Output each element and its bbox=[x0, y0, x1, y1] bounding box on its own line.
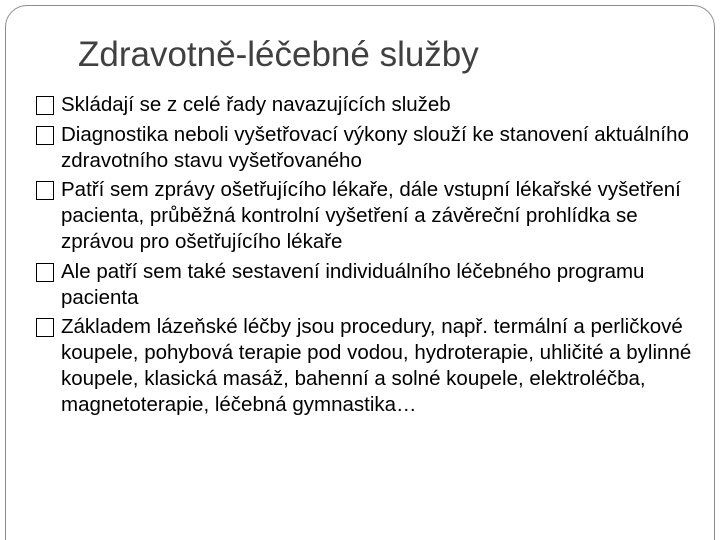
bullet-text: Základem lázeňské léčby jsou procedury, např. termální a perličkové koupele, pohybová terapie pod vodou, hydroterapie, uhličité a bylinné koupele, klasická masáž, bahenní a solné koupele, elektroléčba, magnetoterapie, léčebná gymnastika… bbox=[61, 315, 692, 416]
list-item bbox=[36, 314, 706, 418]
bullet-text: Patří sem zprávy ošetřujícího lékaře, dále vstupní lékařské vyšetření pacienta, průběžná kontrolní vyšetření a závěreční prohlídka se zprávou pro ošetřujícího lékaře bbox=[61, 178, 681, 253]
bullet-text: Ale patří sem také sestavení individuálního léčebného programu pacienta bbox=[61, 259, 645, 309]
bullet-text: Skládají se z celé řady navazujících služeb bbox=[61, 93, 451, 116]
list-item bbox=[36, 122, 706, 174]
bullet-box-icon bbox=[36, 181, 54, 200]
slide-title: Zdravotně-léčebné služby bbox=[78, 35, 479, 74]
bullet-box-icon bbox=[36, 126, 54, 145]
bullet-box-icon bbox=[36, 96, 54, 115]
bullet-box-icon bbox=[36, 263, 54, 282]
list-item bbox=[36, 177, 706, 255]
bullet-text: Diagnostika neboli vyšetřovací výkony slouží ke stanovení aktuálního zdravotního stavu vyšetřovaného bbox=[61, 122, 689, 172]
bullet-box-icon bbox=[36, 318, 54, 337]
list-item bbox=[36, 92, 706, 118]
list-item bbox=[36, 259, 706, 311]
bullet-list bbox=[36, 92, 706, 422]
